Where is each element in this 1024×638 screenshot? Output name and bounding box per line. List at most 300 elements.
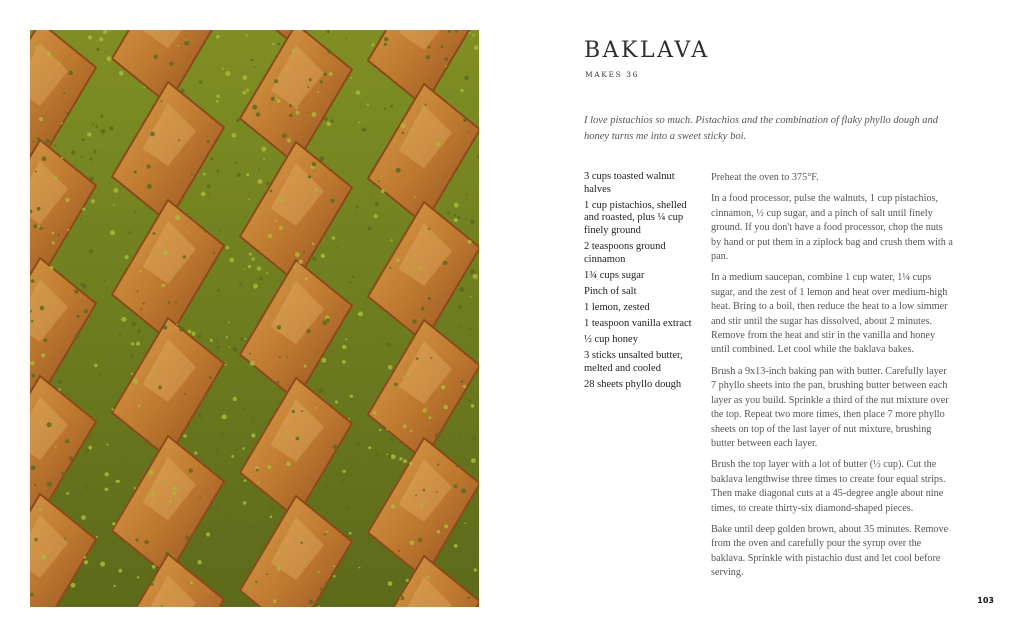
pistachio-crumb <box>469 327 472 330</box>
pistachio-crumb <box>295 111 299 115</box>
pistachio-crumb <box>459 433 461 435</box>
pistachio-crumb <box>301 410 303 412</box>
pistachio-crumb <box>244 479 247 482</box>
pistachio-crumb <box>428 297 431 300</box>
pistachio-crumb <box>119 71 124 76</box>
pistachio-crumb <box>358 121 360 123</box>
pistachio-crumb <box>456 465 458 467</box>
pistachio-crumb <box>458 305 462 309</box>
pistachio-crumb <box>242 407 245 410</box>
pistachio-crumb <box>282 133 287 138</box>
pistachio-crumb <box>34 484 36 486</box>
pistachio-crumb <box>466 194 468 196</box>
pistachio-crumb <box>391 454 396 459</box>
pistachio-crumb <box>306 329 310 333</box>
pistachio-crumb <box>286 461 291 466</box>
pistachio-crumb <box>82 138 85 141</box>
pistachio-crumb <box>411 47 413 49</box>
pistachio-crumb <box>236 119 239 122</box>
ingredient-item: 28 sheets phyllo dough <box>584 378 682 390</box>
pistachio-crumb <box>81 156 83 158</box>
pistachio-crumb <box>387 454 389 456</box>
pistachio-crumb <box>207 140 210 143</box>
pistachio-crumb <box>349 281 352 284</box>
pistachio-crumb <box>454 218 458 222</box>
pistachio-crumb <box>162 148 164 150</box>
pistachio-crumb <box>242 593 247 598</box>
pistachio-crumb <box>470 296 472 298</box>
pistachio-crumb <box>349 532 352 535</box>
pistachio-crumb <box>213 553 215 555</box>
page-number: 103 <box>977 596 994 605</box>
pistachio-crumb <box>323 34 325 36</box>
pistachio-crumb <box>326 122 331 127</box>
pistachio-crumb <box>443 261 448 266</box>
pistachio-crumb <box>234 564 238 568</box>
pistachio-crumb <box>389 267 391 269</box>
pistachio-crumb <box>71 583 76 588</box>
pistachio-crumb <box>398 550 400 552</box>
pistachio-crumb <box>87 132 91 136</box>
pistachio-crumb <box>295 107 298 110</box>
pistachio-crumb <box>100 562 105 567</box>
pistachio-crumb <box>444 524 448 528</box>
pistachio-crumb <box>312 162 316 166</box>
pistachio-crumb <box>136 342 140 346</box>
pistachio-crumb <box>418 268 421 271</box>
pistachio-crumb <box>469 32 471 34</box>
pistachio-crumb <box>81 515 86 520</box>
pistachio-crumb <box>273 43 275 45</box>
pistachio-crumb <box>153 232 156 235</box>
pistachio-crumb <box>348 418 350 420</box>
pistachio-crumb <box>64 538 66 540</box>
pistachio-crumb <box>173 557 175 559</box>
pistachio-crumb <box>420 504 423 507</box>
pistachio-crumb <box>258 550 263 555</box>
pistachio-crumb <box>150 492 155 497</box>
pistachio-crumb <box>61 472 65 476</box>
pistachio-crumb <box>324 73 327 76</box>
pistachio-crumb <box>178 139 180 141</box>
pistachio-crumb <box>387 343 392 348</box>
pistachio-crumb <box>219 230 221 232</box>
pistachio-crumb <box>362 128 366 132</box>
pistachio-crumb <box>110 230 115 235</box>
pistachio-crumb <box>427 576 430 579</box>
pistachio-crumb <box>172 492 175 495</box>
pistachio-crumb <box>225 512 228 515</box>
pistachio-crumb <box>188 330 192 334</box>
pistachio-crumb <box>425 104 427 106</box>
pistachio-crumb <box>249 253 252 256</box>
pistachio-crumb <box>206 532 210 536</box>
pistachio-crumb <box>191 173 193 175</box>
pistachio-crumb <box>471 458 476 463</box>
pistachio-crumb <box>472 34 475 37</box>
pistachio-crumb <box>71 150 75 154</box>
pistachio-crumb <box>149 470 154 475</box>
pistachio-crumb <box>84 556 87 559</box>
pistachio-crumb <box>277 381 280 384</box>
pistachio-crumb <box>396 258 400 262</box>
pistachio-crumb <box>356 206 359 209</box>
pistachio-crumb <box>254 66 256 68</box>
pistachio-crumb <box>55 145 57 147</box>
pistachio-crumb <box>216 341 218 343</box>
pistachio-crumb <box>207 184 211 188</box>
pistachio-crumb <box>402 376 404 378</box>
pistachio-crumb <box>270 516 273 519</box>
pistachio-crumb <box>113 205 115 207</box>
pistachio-crumb <box>52 241 55 244</box>
pistachio-crumb <box>426 55 430 59</box>
pistachio-crumb <box>130 354 134 358</box>
pistachio-crumb <box>33 224 37 228</box>
pistachio-crumb <box>109 126 113 130</box>
pistachio-crumb <box>214 505 218 509</box>
pistachio-crumb <box>68 71 73 76</box>
pistachio-crumb <box>253 525 258 530</box>
pistachio-crumb <box>201 192 206 197</box>
pistachio-crumb <box>249 199 251 201</box>
pistachio-crumb <box>410 430 412 432</box>
pistachio-crumb <box>428 46 431 49</box>
pistachio-crumb <box>460 326 462 328</box>
pistachio-crumb <box>401 123 406 128</box>
pistachio-crumb <box>329 72 333 76</box>
pistachio-crumb <box>287 138 291 142</box>
pistachio-crumb <box>459 287 464 292</box>
pistachio-crumb <box>140 464 142 466</box>
pistachio-crumb <box>429 416 432 419</box>
pistachio-crumb <box>112 483 114 485</box>
pistachio-crumb <box>277 567 281 571</box>
pistachio-crumb <box>242 447 245 450</box>
pistachio-crumb <box>246 173 249 176</box>
pistachio-crumb <box>333 575 336 578</box>
pistachio-crumb <box>175 326 177 328</box>
pistachio-crumb <box>325 531 327 533</box>
pistachio-crumb <box>464 76 469 81</box>
pistachio-crumb <box>255 466 259 470</box>
pistachio-crumb <box>31 320 34 323</box>
pistachio-crumb <box>139 270 142 273</box>
pistachio-crumb <box>233 531 237 535</box>
pistachio-crumb <box>58 62 61 65</box>
pistachio-crumb <box>351 276 354 279</box>
pistachio-crumb <box>454 203 459 208</box>
pistachio-crumb <box>57 380 62 385</box>
pistachio-crumb <box>441 45 444 48</box>
pistachio-crumb <box>46 52 51 57</box>
pistachio-crumb <box>84 309 88 313</box>
pistachio-crumb <box>298 572 300 574</box>
pistachio-crumb <box>105 597 108 600</box>
pistachio-crumb <box>307 111 309 113</box>
baklava-photo <box>30 30 479 607</box>
pistachio-crumb <box>176 324 178 326</box>
pistachio-crumb <box>224 591 229 596</box>
pistachio-crumb <box>228 346 230 348</box>
pistachio-crumb <box>359 567 361 569</box>
pistachio-crumb <box>319 156 324 161</box>
pistachio-crumb <box>147 571 149 573</box>
pistachio-crumb <box>134 211 136 213</box>
pistachio-crumb <box>378 180 380 182</box>
pistachio-crumb <box>317 91 319 93</box>
pistachio-crumb <box>275 98 277 100</box>
pistachio-crumb <box>77 315 80 318</box>
pistachio-crumb <box>199 497 201 499</box>
pistachio-crumb <box>31 465 36 470</box>
pistachio-crumb <box>258 168 260 170</box>
pistachio-crumb <box>279 226 283 230</box>
pistachio-crumb <box>474 568 477 571</box>
pistachio-crumb <box>84 560 88 564</box>
pistachio-crumb <box>63 92 65 94</box>
pistachio-crumb <box>32 141 34 143</box>
pistachio-crumb <box>113 406 115 408</box>
pistachio-crumb <box>55 446 57 448</box>
pistachio-crumb <box>431 357 433 359</box>
pistachio-crumb <box>216 95 220 99</box>
pistachio-crumb <box>252 105 257 110</box>
pistachio-crumb <box>243 501 247 505</box>
pistachio-crumb <box>82 208 85 211</box>
pistachio-crumb <box>261 146 266 151</box>
pistachio-crumb <box>137 404 140 407</box>
pistachio-crumb <box>52 232 55 235</box>
pistachio-crumb <box>209 376 212 379</box>
pistachio-crumb <box>460 89 463 92</box>
pistachio-crumb <box>342 360 346 364</box>
pistachio-crumb <box>163 251 168 256</box>
pistachio-crumb <box>330 199 334 203</box>
pistachio-crumb <box>463 385 466 388</box>
pistachio-crumb <box>61 122 63 124</box>
pistachio-crumb <box>88 446 92 450</box>
pistachio-crumb <box>305 277 308 280</box>
pistachio-crumb <box>113 585 115 587</box>
ingredient-item: 1 cup pistachios, shelled and roasted, plus ¼ cup finely ground <box>584 199 687 236</box>
pistachio-crumb <box>406 372 409 375</box>
pistachio-crumb <box>42 156 47 161</box>
pistachio-crumb <box>252 257 255 260</box>
pistachio-crumb <box>332 236 336 240</box>
pistachio-crumb <box>137 329 141 333</box>
pistachio-crumb <box>37 207 41 211</box>
method-step: Bake until deep golden brown, about 35 minutes. Remove from the oven and carefully pour the syrup over the baklava. Sprinkle with pistachio dust and let cool before serving. <box>711 523 949 579</box>
pistachio-crumb <box>226 246 230 250</box>
method-step: Brush the top layer with a lot of butter (½ cup). Cut the baklava lengthwise three times to create four equal strips. Then make diagonal cuts at a 45-degree angle about nine times, to create thirty-six diamond-shaped pieces. <box>711 459 946 514</box>
pistachio-crumb <box>296 437 300 441</box>
pistachio-crumb <box>39 508 42 511</box>
method-step: Brush a 9x13-inch baking pan with butter. Carefully layer 7 phyllo sheets into the pan, brushing butter between each layer as you build. Sprinkle a third of the nut mixture over the top. Repeat two more times, then place 7 more phyllo sheets on top of the last layer of nut mixture, brushing butter between each layer. <box>711 365 949 449</box>
pistachio-crumb <box>473 274 478 279</box>
pistachio-crumb <box>466 219 468 221</box>
pistachio-crumb <box>415 495 417 497</box>
pistachio-crumb <box>151 583 154 586</box>
pistachio-crumb <box>47 482 52 487</box>
pistachio-crumb <box>208 193 210 195</box>
pistachio-crumb <box>436 491 438 493</box>
pistachio-crumb <box>381 189 385 193</box>
pistachio-crumb <box>275 220 277 222</box>
pistachio-crumb <box>403 459 407 463</box>
pistachio-crumb <box>231 455 234 458</box>
pistachio-crumb <box>324 117 328 121</box>
pistachio-crumb <box>240 337 244 341</box>
pistachio-crumb <box>445 65 447 67</box>
pistachio-crumb <box>312 256 317 261</box>
pistachio-crumb <box>460 380 463 383</box>
pistachio-crumb <box>468 400 471 403</box>
pistachio-crumb <box>389 437 393 441</box>
pistachio-crumb <box>319 388 324 393</box>
pistachio-crumb <box>271 97 275 101</box>
pistachio-crumb <box>441 385 445 389</box>
pistachio-crumb <box>396 168 401 173</box>
pistachio-crumb <box>399 478 401 480</box>
pistachio-crumb <box>457 216 460 219</box>
pistachio-crumb <box>309 78 312 81</box>
pistachio-crumb <box>134 171 137 174</box>
recipe-title: BAKLAVA <box>584 38 710 63</box>
pistachio-crumb <box>96 561 98 563</box>
pistachio-crumb <box>169 62 173 66</box>
pistachio-crumb <box>409 462 413 466</box>
pistachio-crumb <box>97 528 100 531</box>
pistachio-crumb <box>192 332 196 336</box>
ingredient-item: 2 teaspoons ground cinnamon <box>584 240 666 265</box>
ingredient-list <box>584 171 694 395</box>
pistachio-crumb <box>321 358 326 363</box>
pistachio-crumb <box>467 132 469 134</box>
pistachio-crumb <box>183 434 187 438</box>
pistachio-crumb <box>131 342 134 345</box>
pistachio-crumb <box>403 424 407 428</box>
pistachio-crumb <box>233 397 237 401</box>
pistachio-crumb <box>286 356 288 358</box>
pistachio-crumb <box>244 338 246 340</box>
pistachio-crumb <box>92 123 94 125</box>
pistachio-crumb <box>215 448 218 451</box>
pistachio-crumb <box>183 255 187 259</box>
ingredient-item: 3 cups toasted walnut halves <box>584 171 675 195</box>
pistachio-crumb <box>423 489 426 492</box>
pistachio-crumb <box>373 411 376 414</box>
pistachio-crumb <box>380 175 382 177</box>
pistachio-crumb <box>163 325 167 329</box>
pistachio-crumb <box>245 34 247 36</box>
pistachio-crumb <box>232 133 237 138</box>
pistachio-crumb <box>295 252 300 257</box>
pistachio-crumb <box>255 581 257 583</box>
pistachio-crumb <box>222 560 224 562</box>
pistachio-crumb <box>69 456 73 460</box>
pistachio-crumb <box>259 277 263 281</box>
pistachio-crumb <box>181 89 185 93</box>
pistachio-crumb <box>314 187 317 190</box>
pistachio-crumb <box>367 227 371 231</box>
pistachio-crumb <box>99 37 103 41</box>
pistachio-crumb <box>312 112 317 117</box>
pistachio-crumb <box>266 573 268 575</box>
ingredient-item: 1 teaspoon vanilla extract <box>584 317 692 329</box>
pistachio-crumb <box>394 383 398 387</box>
pistachio-crumb <box>251 59 254 62</box>
pistachio-crumb <box>41 353 45 357</box>
pistachio-crumb <box>118 569 122 573</box>
pistachio-crumb <box>131 574 134 577</box>
method-steps <box>711 171 954 588</box>
pistachio-crumb <box>303 562 305 564</box>
pistachio-crumb <box>350 395 354 399</box>
pistachio-crumb <box>158 386 162 390</box>
pistachio-crumb <box>384 37 388 41</box>
pistachio-crumb <box>161 100 163 102</box>
pistachio-crumb <box>324 533 326 535</box>
pistachio-crumb <box>308 175 311 178</box>
pistachio-crumb <box>428 228 430 230</box>
pistachio-crumb <box>131 373 133 375</box>
pistachio-crumb <box>325 582 330 587</box>
method-step: In a food processor, pulse the walnuts, 1 cup pistachios, cinnamon, ½ cup sugar, and a pinch of salt until finely ground. If you don't have a food processor, chop the nuts by hand or put them in a ziplock bag and crush them with a pan. <box>711 193 953 263</box>
pistachio-crumb <box>114 403 117 406</box>
pistachio-crumb <box>269 507 274 512</box>
pistachio-crumb <box>137 576 139 578</box>
pistachio-crumb <box>252 417 255 420</box>
pistachio-crumb <box>191 248 193 250</box>
pistachio-crumb <box>90 158 93 161</box>
pistachio-crumb <box>153 367 155 369</box>
pistachio-crumb <box>388 455 391 458</box>
pistachio-crumb <box>280 198 285 203</box>
pistachio-crumb <box>266 182 269 185</box>
pistachio-crumb <box>464 544 466 546</box>
pistachio-crumb <box>239 283 242 286</box>
pistachio-crumb <box>233 586 238 591</box>
pistachio-crumb <box>169 500 172 503</box>
pistachio-crumb <box>100 115 103 118</box>
pistachio-crumb <box>35 171 37 173</box>
pistachio-crumb <box>112 566 116 570</box>
pistachio-crumb <box>230 527 233 530</box>
pistachio-crumb <box>424 380 426 382</box>
pistachio-crumb <box>344 506 349 511</box>
pistachio-crumb <box>30 361 34 365</box>
pistachio-crumb <box>237 173 241 177</box>
pistachio-crumb <box>61 157 63 159</box>
pistachio-crumb <box>253 284 258 289</box>
pistachio-crumb <box>213 252 215 254</box>
pistachio-crumb <box>125 255 129 259</box>
pistachio-crumb <box>467 240 471 244</box>
pistachio-crumb <box>203 173 206 176</box>
pistachio-crumb <box>263 158 265 160</box>
pistachio-crumb <box>437 464 439 466</box>
pistachio-crumb <box>470 269 475 274</box>
pistachio-crumb <box>107 56 112 61</box>
ingredient-item: 3 sticks unsalted butter, melted and cooled <box>584 350 683 374</box>
pistachio-crumb <box>375 453 379 457</box>
pistachio-crumb <box>303 251 305 253</box>
pistachio-crumb <box>249 353 251 355</box>
pistachio-crumb <box>96 536 98 538</box>
pistachio-crumb <box>274 79 278 83</box>
pistachio-crumb <box>465 522 467 524</box>
